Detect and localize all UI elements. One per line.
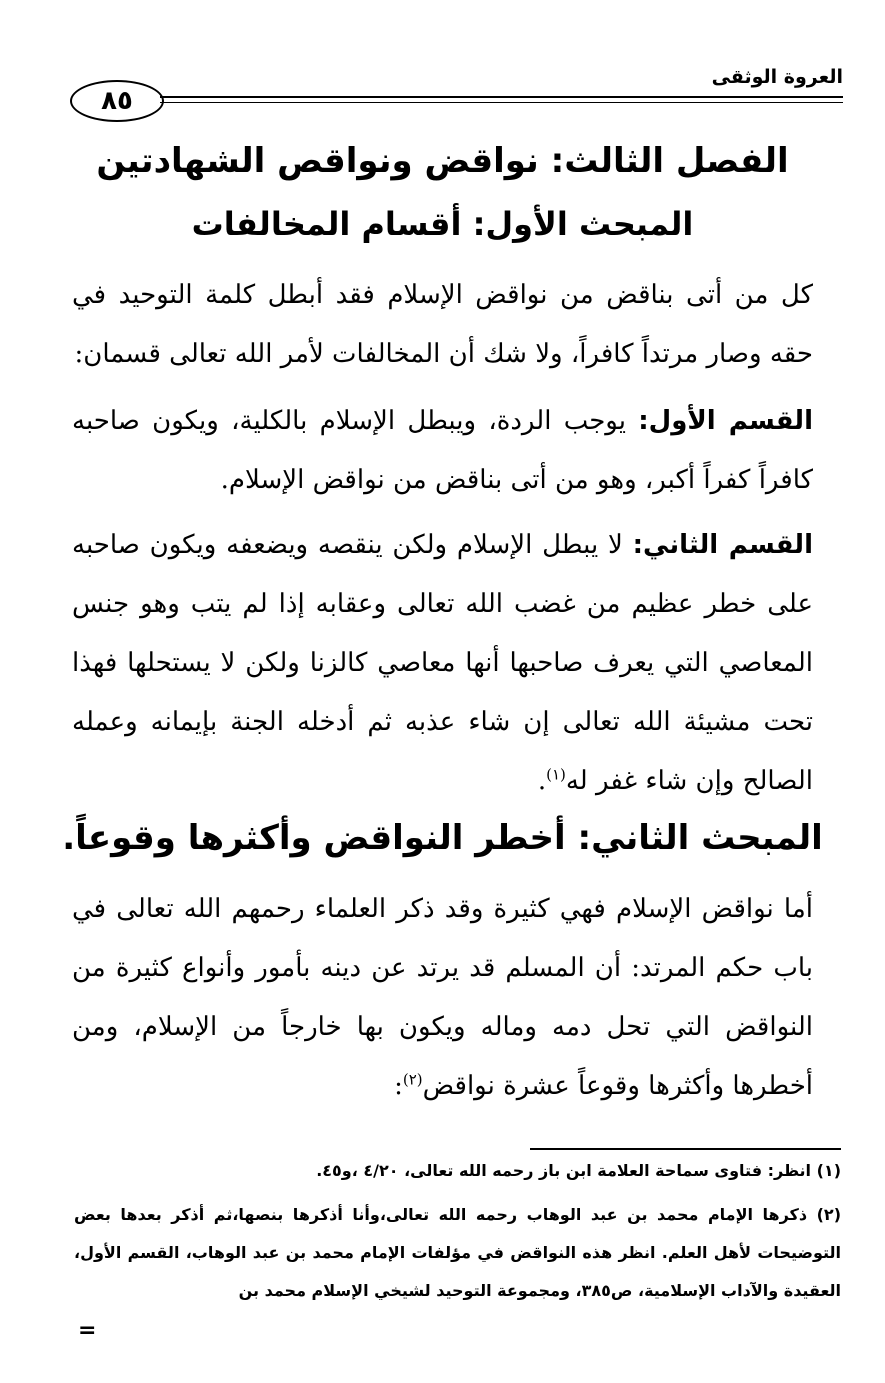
term-second-category: القسم الثاني: [632,530,813,560]
end-punct: . [537,766,547,796]
header-rule-inner [160,102,843,103]
section-title-2: المبحث الثاني: أخطر النواقض وأكثرها وقوعاً. [62,818,823,858]
footnote-ref-1[interactable]: (١) [546,765,566,784]
paragraph-first-category [72,392,813,510]
chapter-title: الفصل الثالث: نواقض ونواقص الشهادتين [96,141,789,181]
paragraph-second-category [72,516,813,811]
end-punct: : [394,1071,403,1101]
paragraph-nullifiers [72,880,813,1116]
page-number: ٨٥ [70,80,164,122]
text-second-category: لا يبطل الإسلام ولكن ينقصه ويضعفه ويكون صاحبه على خطر عظيم من غضب الله تعالى وعقابه إذا لم يتب وهو جنس المعاصي التي يعرف صاحبها أنها معاصي كالزنا ولكن لا يستحلها فهذا تحت مشيئة الله تعالى إن شاء عذبه ثم أدخله الجنة بإيمانه وعمله الصالح وإن شاء غفر له [72,530,813,796]
continuation-mark: = [78,1318,97,1343]
footnote-separator [530,1148,841,1150]
footnote-ref-2[interactable]: (٢) [402,1070,423,1089]
section-title-1: المبحث الأول: أقسام المخالفات [191,205,694,243]
text-first-category: يوجب الردة، ويبطل الإسلام بالكلية، ويكون صاحبه كافراً كفراً أكبر، وهو من أتى بناقض من نواقض الإسلام. [72,406,813,495]
footnote-2: (٢) ذكرها الإمام محمد بن عبد الوهاب رحمه الله تعالى،وأنا أذكرها بنصها،ثم أذكر بعدها بعض التوضيحات لأهل العلم. انظر هذه النواقض في مؤلفات الإمام محمد بن عبد الوهاب، القسم الأول، العقيدة والآداب الإسلامية، ص٣٨٥، ومجموعة التوحيد لشيخي الإسلام محمد بن [74,1205,841,1300]
header-rule [160,96,843,98]
text-nullifiers: أما نواقض الإسلام فهي كثيرة وقد ذكر العلماء رحمهم الله تعالى في باب حكم المرتد: أن المسلم قد يرتد عن دينه بأمور وأنواع كثيرة من النواقض التي تحل دمه وماله ويكون بها خارجاً من الإسلام، ومن أخطرها وأكثرها وقوعاً عشرة نواقض [72,894,813,1101]
paragraph-intro: كل من أتى بناقض من نواقض الإسلام فقد أبطل كلمة التوحيد في حقه وصار مرتداً كافراً، ولا شك أن المخالفات لأمر الله تعالى قسمان: [72,280,813,369]
footnote-1: (١) انظر: فتاوى سماحة العلامة ابن باز رحمه الله تعالى، ٤/٢٠ ،و٤٥. [316,1161,841,1180]
term-first-category: القسم الأول: [638,406,813,436]
running-title: العروة الوثقى [711,66,843,88]
